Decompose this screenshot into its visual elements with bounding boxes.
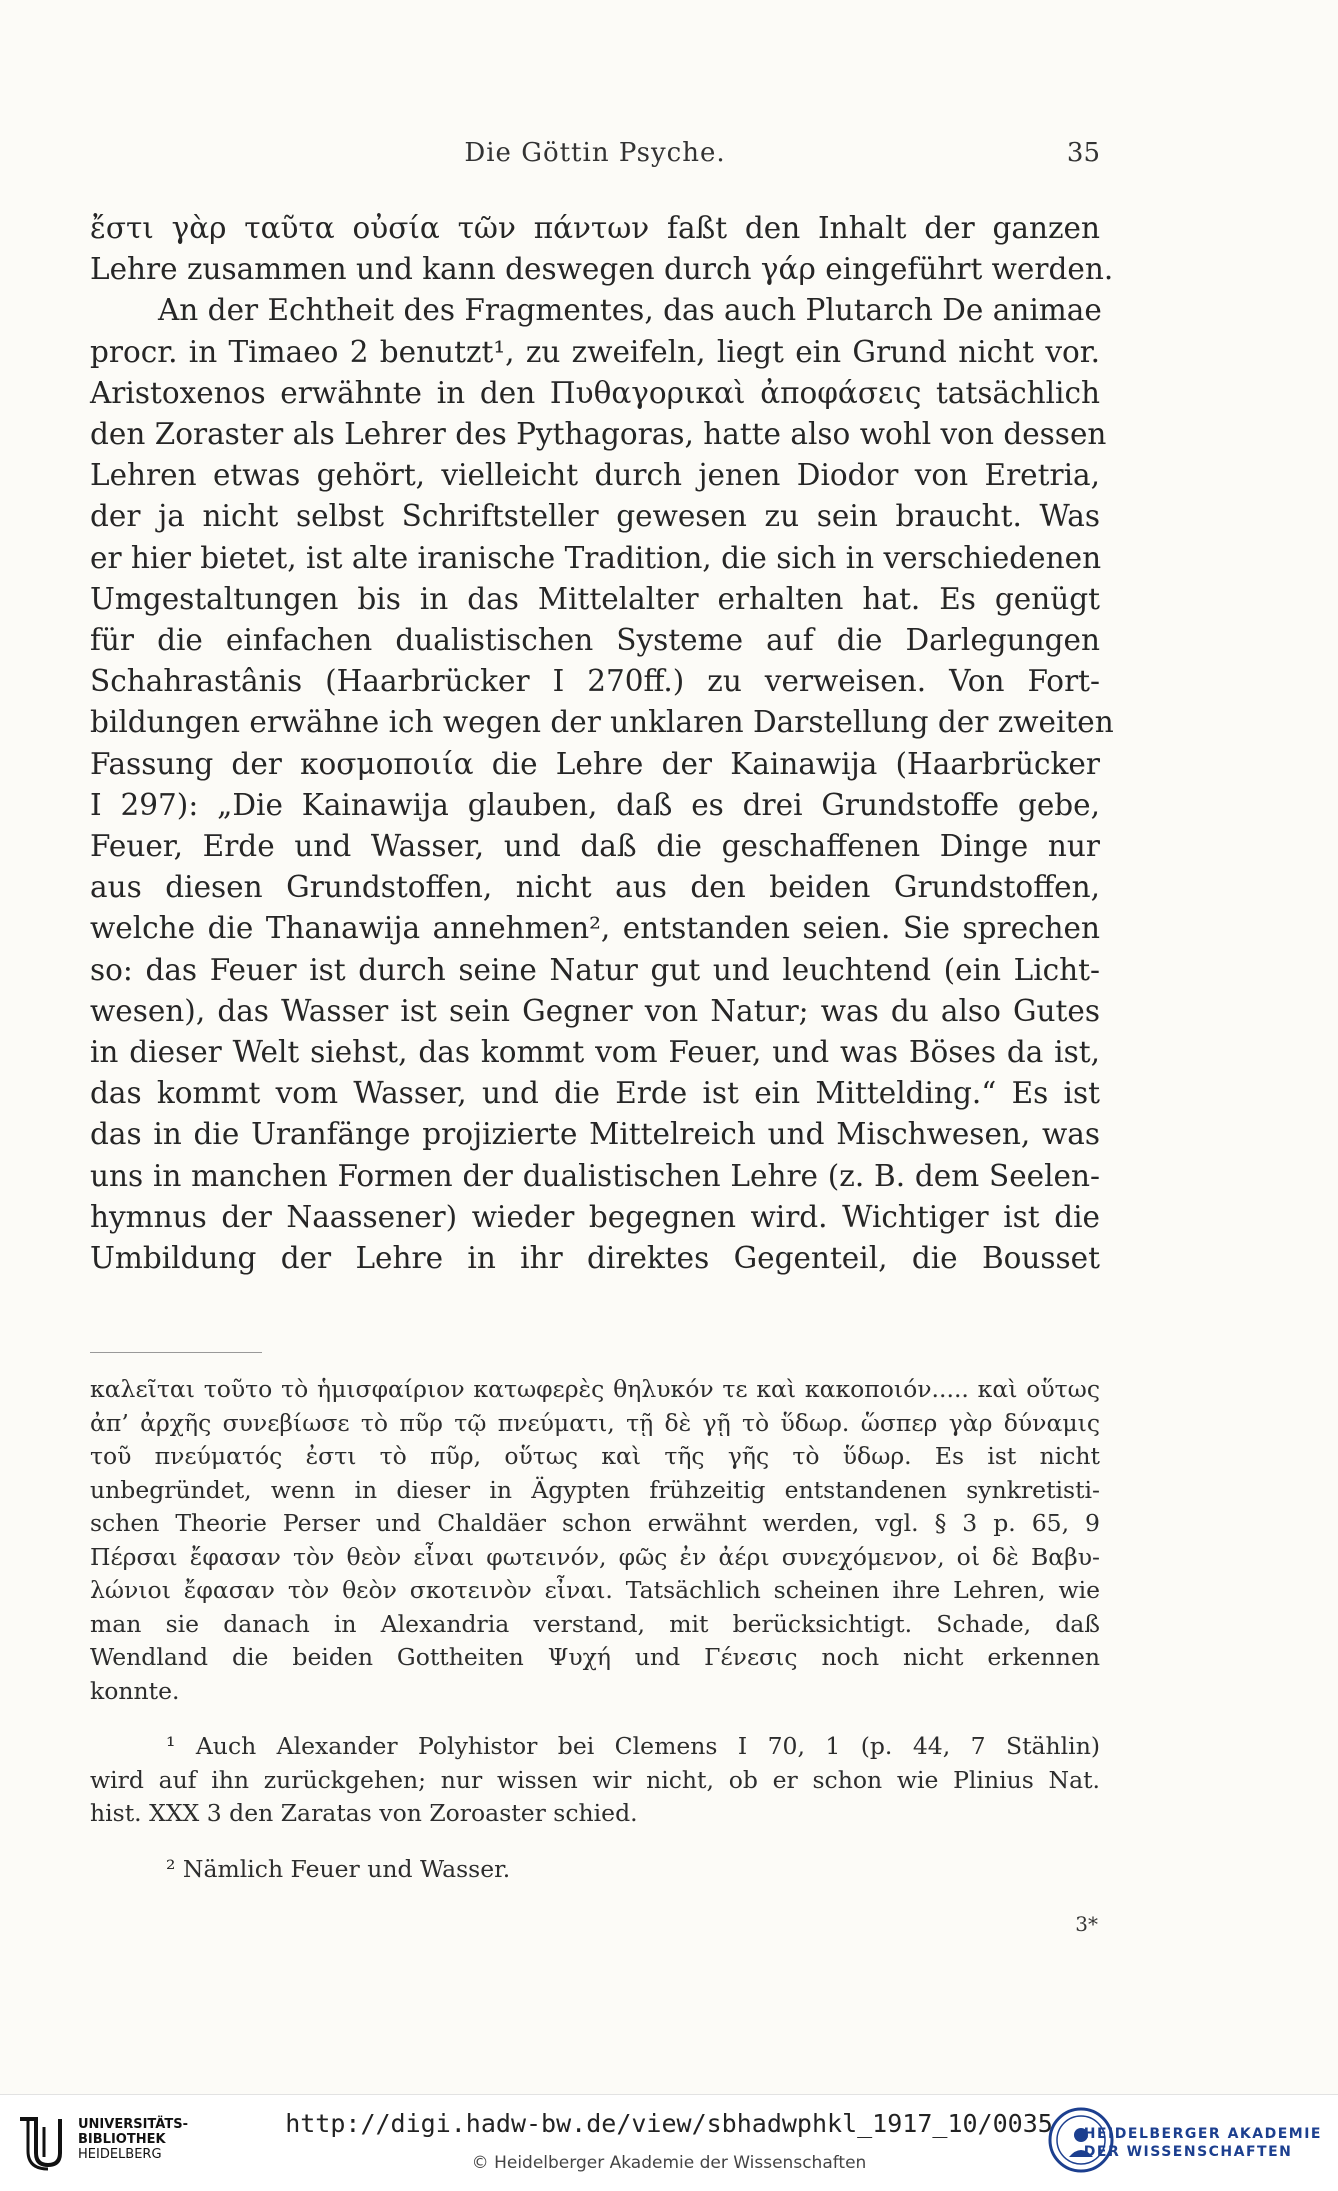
note-line: ἀπ’ ἀρχῆς συνεβίωσε τὸ πῦρ τῷ πνεύματι, τῇ δὲ γῇ τὸ ὕδωρ. ὥσπερ γὰρ δύναμις	[90, 1408, 1100, 1437]
text-line: hymnus der Naassener) wieder begegnen wird. Wichtiger ist die	[90, 1199, 1100, 1234]
running-head	[90, 138, 1100, 174]
copyright-notice: © Heidelberger Akademie der Wissenschaften	[471, 2153, 867, 2173]
academy-name	[1084, 2125, 1322, 2161]
paragraph-2	[90, 290, 1114, 1279]
text-line: der ja nicht selbst Schriftsteller gewesen zu sein braucht. Was	[90, 499, 1100, 534]
text-line: bildungen erwähne ich wegen der unklaren Darstellung der zweiten	[90, 705, 1114, 740]
page-number: 35	[1066, 138, 1100, 168]
footnote-1	[90, 1730, 1100, 1831]
note-line: Wendland die beiden Gottheiten Ψυχή und Γένεσις noch nicht erkennen	[90, 1643, 1100, 1671]
text-line: Fassung der κοσμοποιία die Lehre der Kainawija (Haarbrücker	[90, 746, 1100, 781]
footnote-2	[90, 1853, 1100, 1887]
footnote-continuation	[90, 1373, 1100, 1708]
note-line: τοῦ πνεύματός ἐστι τὸ πῦρ, οὕτως καὶ τῆς γῆς τὸ ὕδωρ. Es ist nicht	[90, 1442, 1100, 1470]
note-line: λώνιοι ἔφασαν τὸν θεὸν σκοτεινὸν εἶναι. Tatsächlich scheinen ihre Lehren, wie	[90, 1576, 1100, 1604]
text-line: für die einfachen dualistischen Systeme auf die Darlegungen	[90, 623, 1100, 658]
library-line-1: UNIVERSITÄTS-	[78, 2117, 188, 2132]
permalink-url[interactable]: http://digi.hadw-bw.de/view/sbhadwphkl_1917_10/0035	[285, 2109, 1053, 2138]
text-line: procr. in Timaeo 2 benutzt¹, zu zweifeln, liegt ein Grund nicht vor.	[90, 334, 1100, 369]
text-line: Feuer, Erde und Wasser, und daß die geschaffenen Dinge nur	[90, 829, 1100, 864]
academy-line-2: DER WISSENSCHAFTEN	[1083, 2144, 1293, 2160]
running-title: Die Göttin Psyche.	[464, 138, 726, 168]
text-line: das in die Uranfänge projizierte Mittelreich und Mischwesen, was	[90, 1117, 1100, 1152]
text-line: uns in manchen Formen der dualistischen Lehre (z. B. dem Seelen-	[90, 1158, 1100, 1193]
text-line: Umgestaltungen bis in das Mittelalter erhalten hat. Es genügt	[90, 581, 1100, 616]
note-line: konnte.	[90, 1676, 180, 1705]
text-line: in dieser Welt siehst, das kommt vom Feuer, und was Böses da ist,	[90, 1035, 1100, 1070]
text-line: so: das Feuer ist durch seine Natur gut und leuchtend (ein Licht-	[90, 952, 1100, 987]
note-line: unbegründet, wenn in dieser in Ägypten frühzeitig entstandenen synkretisti-	[90, 1475, 1100, 1504]
text-line: er hier bietet, ist alte iranische Tradition, die sich in verschiedenen	[90, 540, 1102, 575]
footnotes	[90, 1373, 1100, 1886]
text-line: An der Echtheit des Fragmentes, das auch Plutarch De animae	[158, 293, 1102, 328]
footnote-rule	[90, 1352, 262, 1353]
text-line: Lehren etwas gehört, vielleicht durch jenen Diodor von Eretria,	[90, 458, 1100, 493]
library-line-2: BIBLIOTHEK	[78, 2132, 166, 2147]
text-line: Umbildung der Lehre in ihr direktes Gegenteil, die Bousset	[90, 1241, 1100, 1276]
text-line: ἔστι γὰρ ταῦτα οὐσία τῶν πάντων faßt den Inhalt der ganzen	[90, 211, 1100, 245]
signature-mark: 3*	[1075, 1912, 1098, 1936]
text-line: den Zoraster als Lehrer des Pythagoras, hatte also wohl von dessen	[90, 417, 1107, 452]
text-line: Lehre zusammen und kann deswegen durch γάρ eingeführt werden.	[90, 252, 1114, 287]
note-line: ¹ Auch Alexander Polyhistor bei Clemens I 70, 1 (p. 44, 7 Stählin)	[166, 1732, 1100, 1760]
text-line: Aristoxenos erwähnte in den Πυθαγορικαὶ ἀποφάσεις tatsächlich	[90, 375, 1100, 410]
note-line: καλεῖται τοῦτο τὸ ἡμισφαίριον κατωφερὲς θηλυκόν τε καὶ κακοποιόν..... καὶ οὕτως	[90, 1375, 1100, 1403]
academy-line-1: HEIDELBERGER AKADEMIE	[1083, 2126, 1322, 2142]
note-line: wird auf ihn zurückgehen; nur wissen wir nicht, ob er schon wie Plinius Nat.	[90, 1765, 1100, 1794]
note-line: Πέρσαι ἔφασαν τὸν θεὸν εἶναι φωτεινόν, φῶς ἐν ἀέρι συνεχόμενον, οἱ δὲ Βαβυ-	[90, 1542, 1100, 1571]
note-line: hist. XXX 3 den Zaratas von Zoroaster schied.	[90, 1799, 638, 1827]
text-line: wesen), das Wasser ist sein Gegner von Natur; was du also Gutes	[90, 993, 1100, 1028]
main-text	[90, 208, 1114, 1279]
text-line: I 297): „Die Kainawija glauben, daß es drei Grundstoffe gebe,	[90, 787, 1100, 822]
text-line: aus diesen Grundstoffen, nicht aus den beiden Grundstoffen,	[90, 870, 1100, 905]
note-line: schen Theorie Perser und Chaldäer schon erwähnt werden, vgl. § 3 p. 65, 9	[90, 1509, 1100, 1537]
viewer-footer	[0, 2094, 1338, 2191]
library-line-3: HEIDELBERG	[78, 2147, 162, 2162]
text-line: das kommt vom Wasser, und die Erde ist ein Mittelding.“ Es ist	[90, 1076, 1100, 1111]
note-line: ² Nämlich Feuer und Wasser.	[166, 1854, 511, 1883]
text-line: Schahrastânis (Haarbrücker I 270ff.) zu verweisen. Von Fort-	[90, 664, 1100, 699]
note-line: man sie danach in Alexandria verstand, mit berücksichtigt. Schade, daß	[90, 1609, 1100, 1638]
text-line: welche die Thanawija annehmen², entstanden seien. Sie sprechen	[90, 911, 1100, 946]
paragraph-1	[90, 208, 1114, 290]
